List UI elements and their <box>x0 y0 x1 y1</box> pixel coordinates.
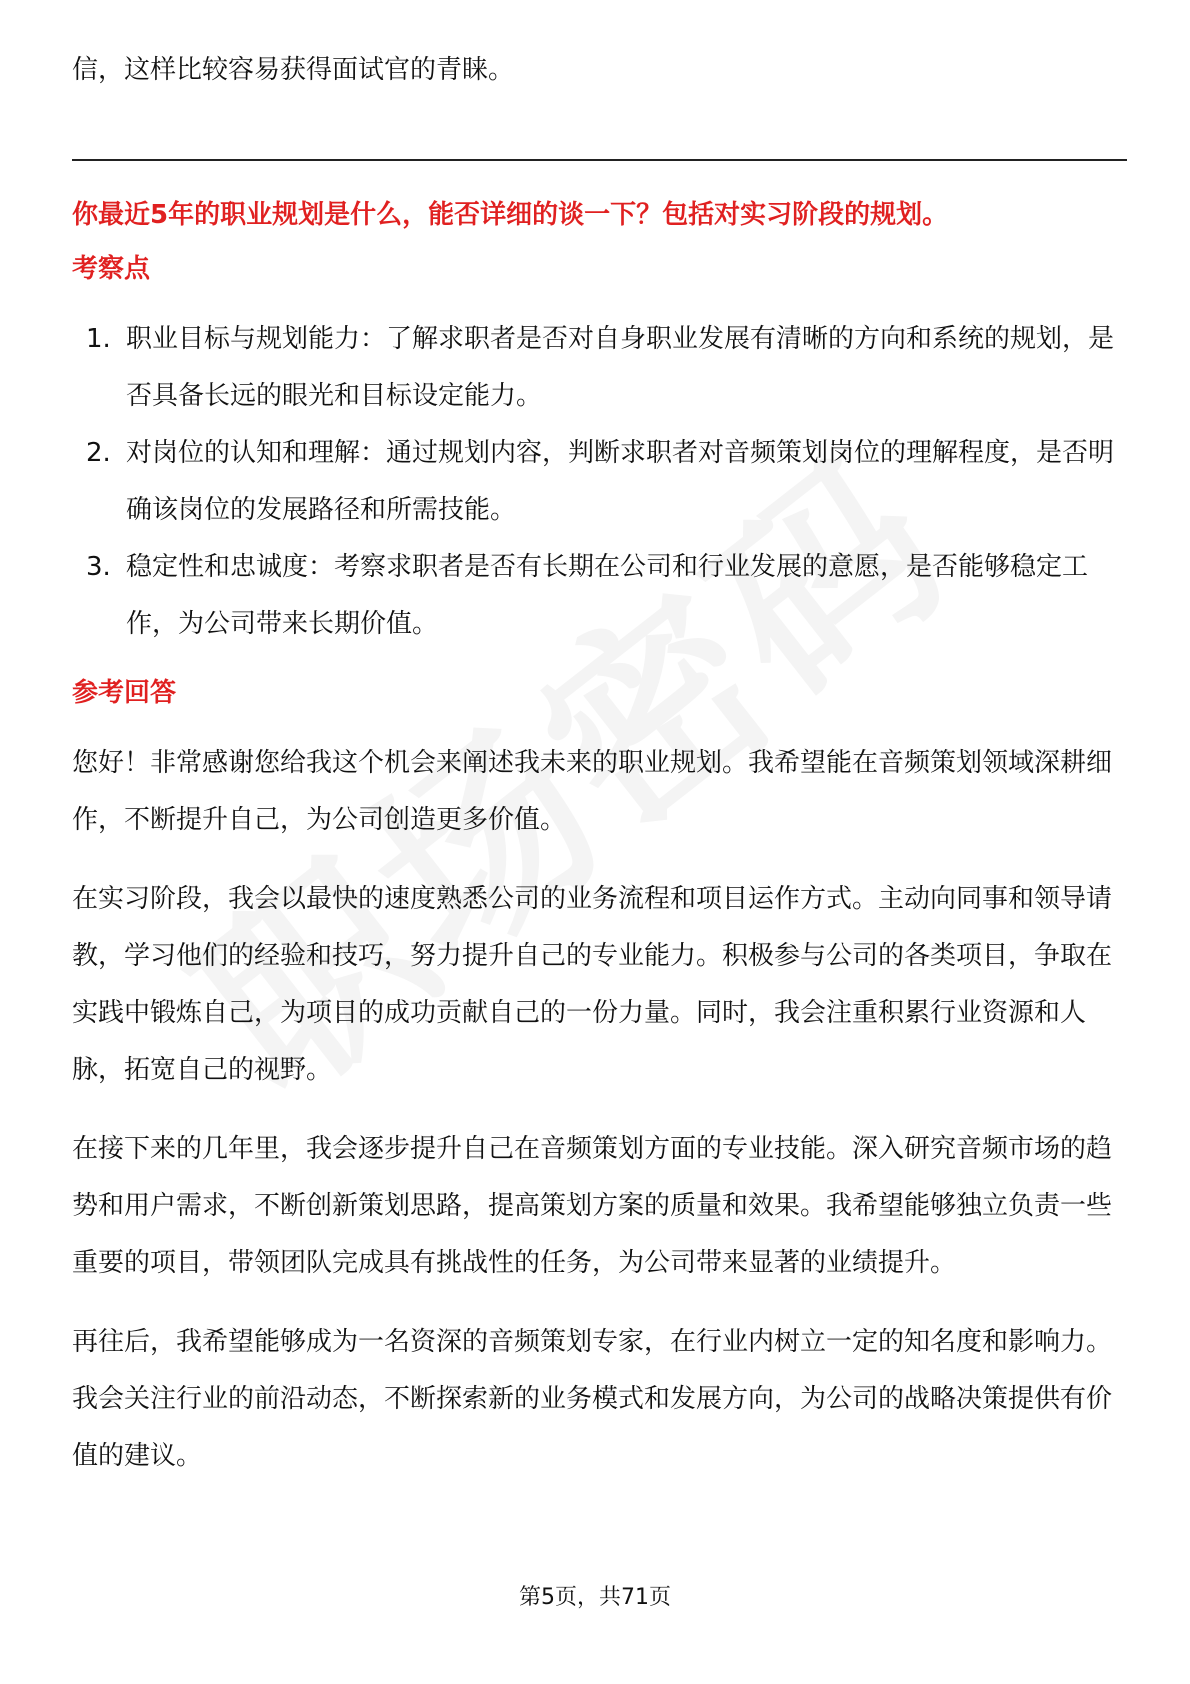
assessment-item-number: 3. <box>86 552 111 582</box>
answer-paragraph: 在实习阶段，我会以最快的速度熟悉公司的业务流程和项目运作方式。主动向同事和领导请教，学习他们的经验和技巧，努力提升自己的专业能力。积极参与公司的各类项目，争取在实践中锻炼自己，为项目的成功贡献自己的一份力量。同时，我会注重积累行业资源和人脉，拓宽自己的视野。 <box>72 884 1113 1085</box>
assessment-item-number: 2. <box>86 438 111 468</box>
assessment-heading: 考察点 <box>72 254 151 284</box>
continuation-paragraph: 信，这样比较容易获得面试官的青睐。 <box>72 55 515 85</box>
assessment-item <box>72 311 1127 425</box>
assessment-item-number: 1. <box>86 324 111 354</box>
assessment-item <box>72 425 1127 539</box>
assessment-item-text: 稳定性和忠诚度：考察求职者是否有长期在公司和行业发展的意愿，是否能够稳定工作，为公司带来长期价值。 <box>126 552 1089 639</box>
assessment-item <box>72 539 1127 653</box>
question-title: 你最近5年的职业规划是什么，能否详细的谈一下？包括对实习阶段的规划。 <box>72 200 949 230</box>
answer-paragraph: 在接下来的几年里，我会逐步提升自己在音频策划方面的专业技能。深入研究音频市场的趋势和用户需求，不断创新策划思路，提高策划方案的质量和效果。我希望能够独立负责一些重要的项目，带领团队完成具有挑战性的任务，为公司带来显著的业绩提升。 <box>72 1134 1113 1278</box>
page-content <box>72 42 1127 1485</box>
assessment-item-text: 职业目标与规划能力：了解求职者是否对自身职业发展有清晰的方向和系统的规划，是否具备长远的眼光和目标设定能力。 <box>126 324 1115 411</box>
assessment-item-text: 对岗位的认知和理解：通过规划内容，判断求职者对音频策划岗位的理解程度，是否明确该岗位的发展路径和所需技能。 <box>126 438 1115 525</box>
section-divider <box>72 159 1127 161</box>
assessment-list <box>72 311 1127 653</box>
answer-paragraph: 再往后，我希望能够成为一名资深的音频策划专家，在行业内树立一定的知名度和影响力。我会关注行业的前沿动态，不断探索新的业务模式和发展方向，为公司的战略决策提供有价值的建议。 <box>72 1327 1113 1471</box>
answer-paragraph: 您好！非常感谢您给我这个机会来阐述我未来的职业规划。我希望能在音频策划领域深耕细作，不断提升自己，为公司创造更多价值。 <box>72 748 1113 835</box>
page-number-footer: 第5页，共71页 <box>519 1585 671 1610</box>
answer-heading: 参考回答 <box>72 678 177 708</box>
